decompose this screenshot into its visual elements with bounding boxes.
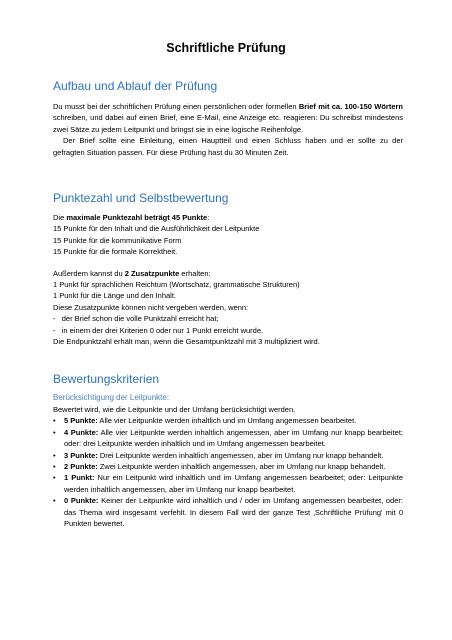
- subheading-leitpunkte: Berücksichtigung der Leitpunkte:: [53, 393, 170, 402]
- bullet-icon: •: [53, 462, 56, 472]
- section-heading-aufbau: Aufbau und Ablauf der Prüfung: [53, 79, 218, 93]
- criteria-item: • 5 Punkte: Alle vier Leitpunkte werden inhaltlich und im Umfang angemessen bearbeitet.: [53, 416, 357, 426]
- criteria-item: • 0 Punkte: Keiner der Leitpunkte wird inhaltlich und / oder im Umfang angemessen bearbeitet, oder: das Thema wird insgesamt verfehlt. In diesem Fall wird der ganze Test ‚Schriftliche Prüfung' mit 0 Punkten bewertet.: [53, 496, 403, 529]
- extra-line: Diese Zusatzpunkte können nicht vergeben werden, wenn:: [53, 302, 249, 312]
- section-heading-punktezahl: Punktezahl und Selbstbewertung: [53, 191, 229, 205]
- section-aufbau-body: [53, 101, 403, 158]
- section-heading-bewertung: Bewertungskriterien: [53, 372, 160, 386]
- page-title: Schriftliche Prüfung: [166, 41, 286, 55]
- max-points-line: Die maximale Punktezahl beträgt 45 Punkte:: [53, 213, 210, 222]
- bullet-icon: •: [53, 496, 56, 506]
- dash-item: - in einem der drei Kriterien 0 oder nur 1 Punkt erreicht wurde.: [53, 325, 264, 335]
- criteria-item: • 2 Punkte: Zwei Leitpunkte werden inhaltlich angemessen, aber im Umfang nur knapp behandelt.: [53, 462, 386, 472]
- dash-item: - der Brief schon die volle Punktzahl erreicht hat;: [53, 314, 219, 324]
- bullet-icon: •: [53, 416, 56, 426]
- bullet-icon: •: [53, 427, 56, 437]
- bullet-icon: •: [53, 473, 56, 483]
- section-bewertung-body: [53, 404, 403, 529]
- criteria-intro: Bewertet wird, wie die Leitpunkte und der Umfang berücksichtigt werden.: [53, 405, 296, 414]
- paragraph-aufbau-1: Du musst bei der schriftlichen Prüfung einen persönlichen oder formellen Brief mit ca. 100-150 Wörtern schreiben, und dabei auf einen Brief, eine E-Mail, eine Anzeige etc. reagieren: Du schreibst mindestens zwei Sätze zu jedem Leitpunkt und bringst sie in eine logische Reihenfolge.: [53, 102, 403, 134]
- points-line: 15 Punkte für die formale Korrektheit.: [53, 247, 178, 257]
- paragraph-aufbau-2: Der Brief sollte eine Einleitung, einen Hauptteil und einen Schluss haben und er sollte zu der gefragten Situation passen. Für diese Prüfung hast du 30 Minuten Zeit.: [53, 136, 403, 157]
- final-score-line: Die Endpunktzahl erhält man, wenn die Gesamtpunktzahl mit 3 multipliziert wird.: [53, 337, 320, 347]
- extra-line: 1 Punkt für die Länge und den Inhalt.: [53, 291, 177, 301]
- section-punktezahl-body: [53, 212, 403, 347]
- criteria-item: • 3 Punkte: Drei Leitpunkte werden inhaltlich angemessen, aber im Umfang nur knapp behandelt.: [53, 450, 384, 460]
- extra-points-line: Außerdem kannst du 2 Zusatzpunkte erhalten:: [53, 268, 211, 278]
- bullet-icon: •: [53, 450, 56, 460]
- extra-line: 1 Punkt für sprachlichen Reichtum (Wortschatz, grammatische Strukturen): [53, 280, 300, 290]
- criteria-list: [53, 415, 403, 529]
- points-line: 15 Punkte für die kommunikative Form: [53, 235, 182, 245]
- points-line: 15 Punkte für den Inhalt und die Ausführlichkeit der Leitpunkte: [53, 224, 260, 234]
- criteria-item: • 1 Punkt: Nur ein Leitpunkt wird inhaltlich und im Umfang angemessen bearbeitet; oder: Leitpunkte werden inhaltlich angemessen, aber im Umfang nur knapp bearbeitet.: [53, 473, 403, 494]
- criteria-item: • 4 Punkte: Alle vier Leitpunkte werden inhaltlich angemessen, aber im Umfang nur knapp bearbeitet; oder: drei Leitpunkte werden inhaltlich und im Umfang angemessen bearbeitet.: [53, 427, 403, 449]
